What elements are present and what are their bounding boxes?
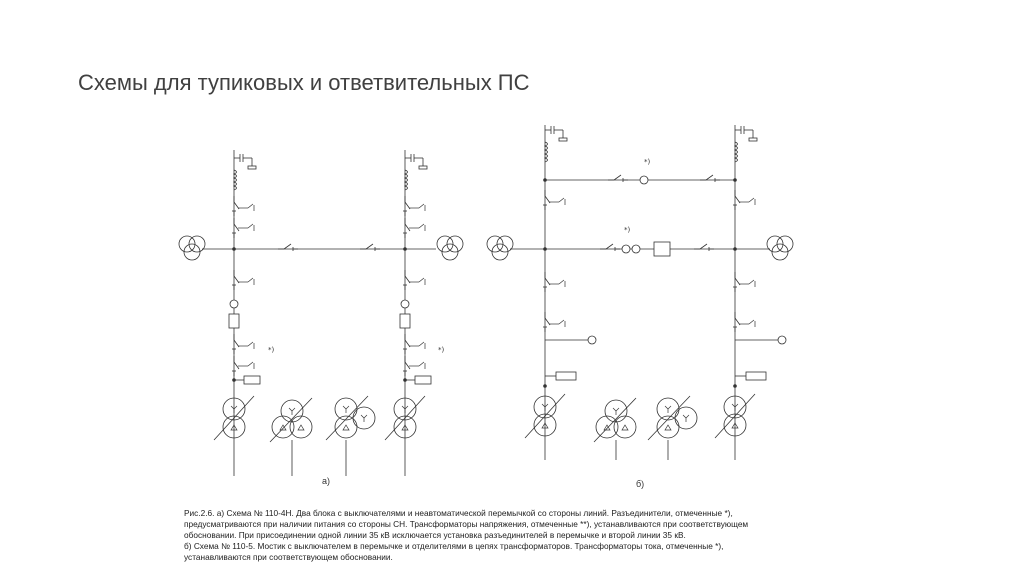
scheme-b-right-branch (715, 125, 786, 460)
mark-star-a-left: *) (268, 346, 275, 354)
figure-label-b: б) (636, 479, 645, 489)
voltage-transformer-b-right-icon (767, 236, 793, 260)
scheme-a-left-branch (214, 150, 260, 476)
mark-star-a-right: *) (438, 346, 445, 354)
figure-caption (184, 508, 804, 563)
scheme-b (487, 125, 793, 460)
caption-line: обосновании. При присоединении одной линии 35 кВ исключается установка разъединителей в перемычке и второй линии 35 кВ. (184, 530, 686, 540)
caption-line: устанавливаются при соответствующем обосновании. (184, 552, 393, 562)
scheme-a-right-branch (385, 150, 431, 476)
caption-line: предусматриваются при наличии питания со стороны СН. Трансформаторы напряжения, отмеченные **), устанавливаются при соответствующем (184, 519, 749, 529)
voltage-transformer-right-icon (437, 236, 463, 260)
slide-title: Схемы для тупиковых и ответвительных ПС (78, 70, 530, 95)
caption-line: Рис.2.6. а) Схема № 110-4Н. Два блока с выключателями и неавтоматической перемычкой со стороны линий. Разъединители, отмеченные *), (184, 508, 733, 518)
mark-star-b-mid: *) (624, 226, 631, 234)
caption-line: б) Схема № 110-5. Мостик с выключателем в перемычке и отделителями в цепях трансформаторов. Трансформаторы тока, отмеченные *), (184, 541, 724, 551)
mark-star-b-top: *) (644, 158, 651, 166)
voltage-transformer-b-left-icon (487, 236, 513, 260)
scheme-b-left-branch (525, 125, 596, 460)
figure-label-a: а) (322, 476, 331, 486)
scheme-a (179, 150, 463, 476)
voltage-transformer-left-icon (179, 236, 205, 260)
